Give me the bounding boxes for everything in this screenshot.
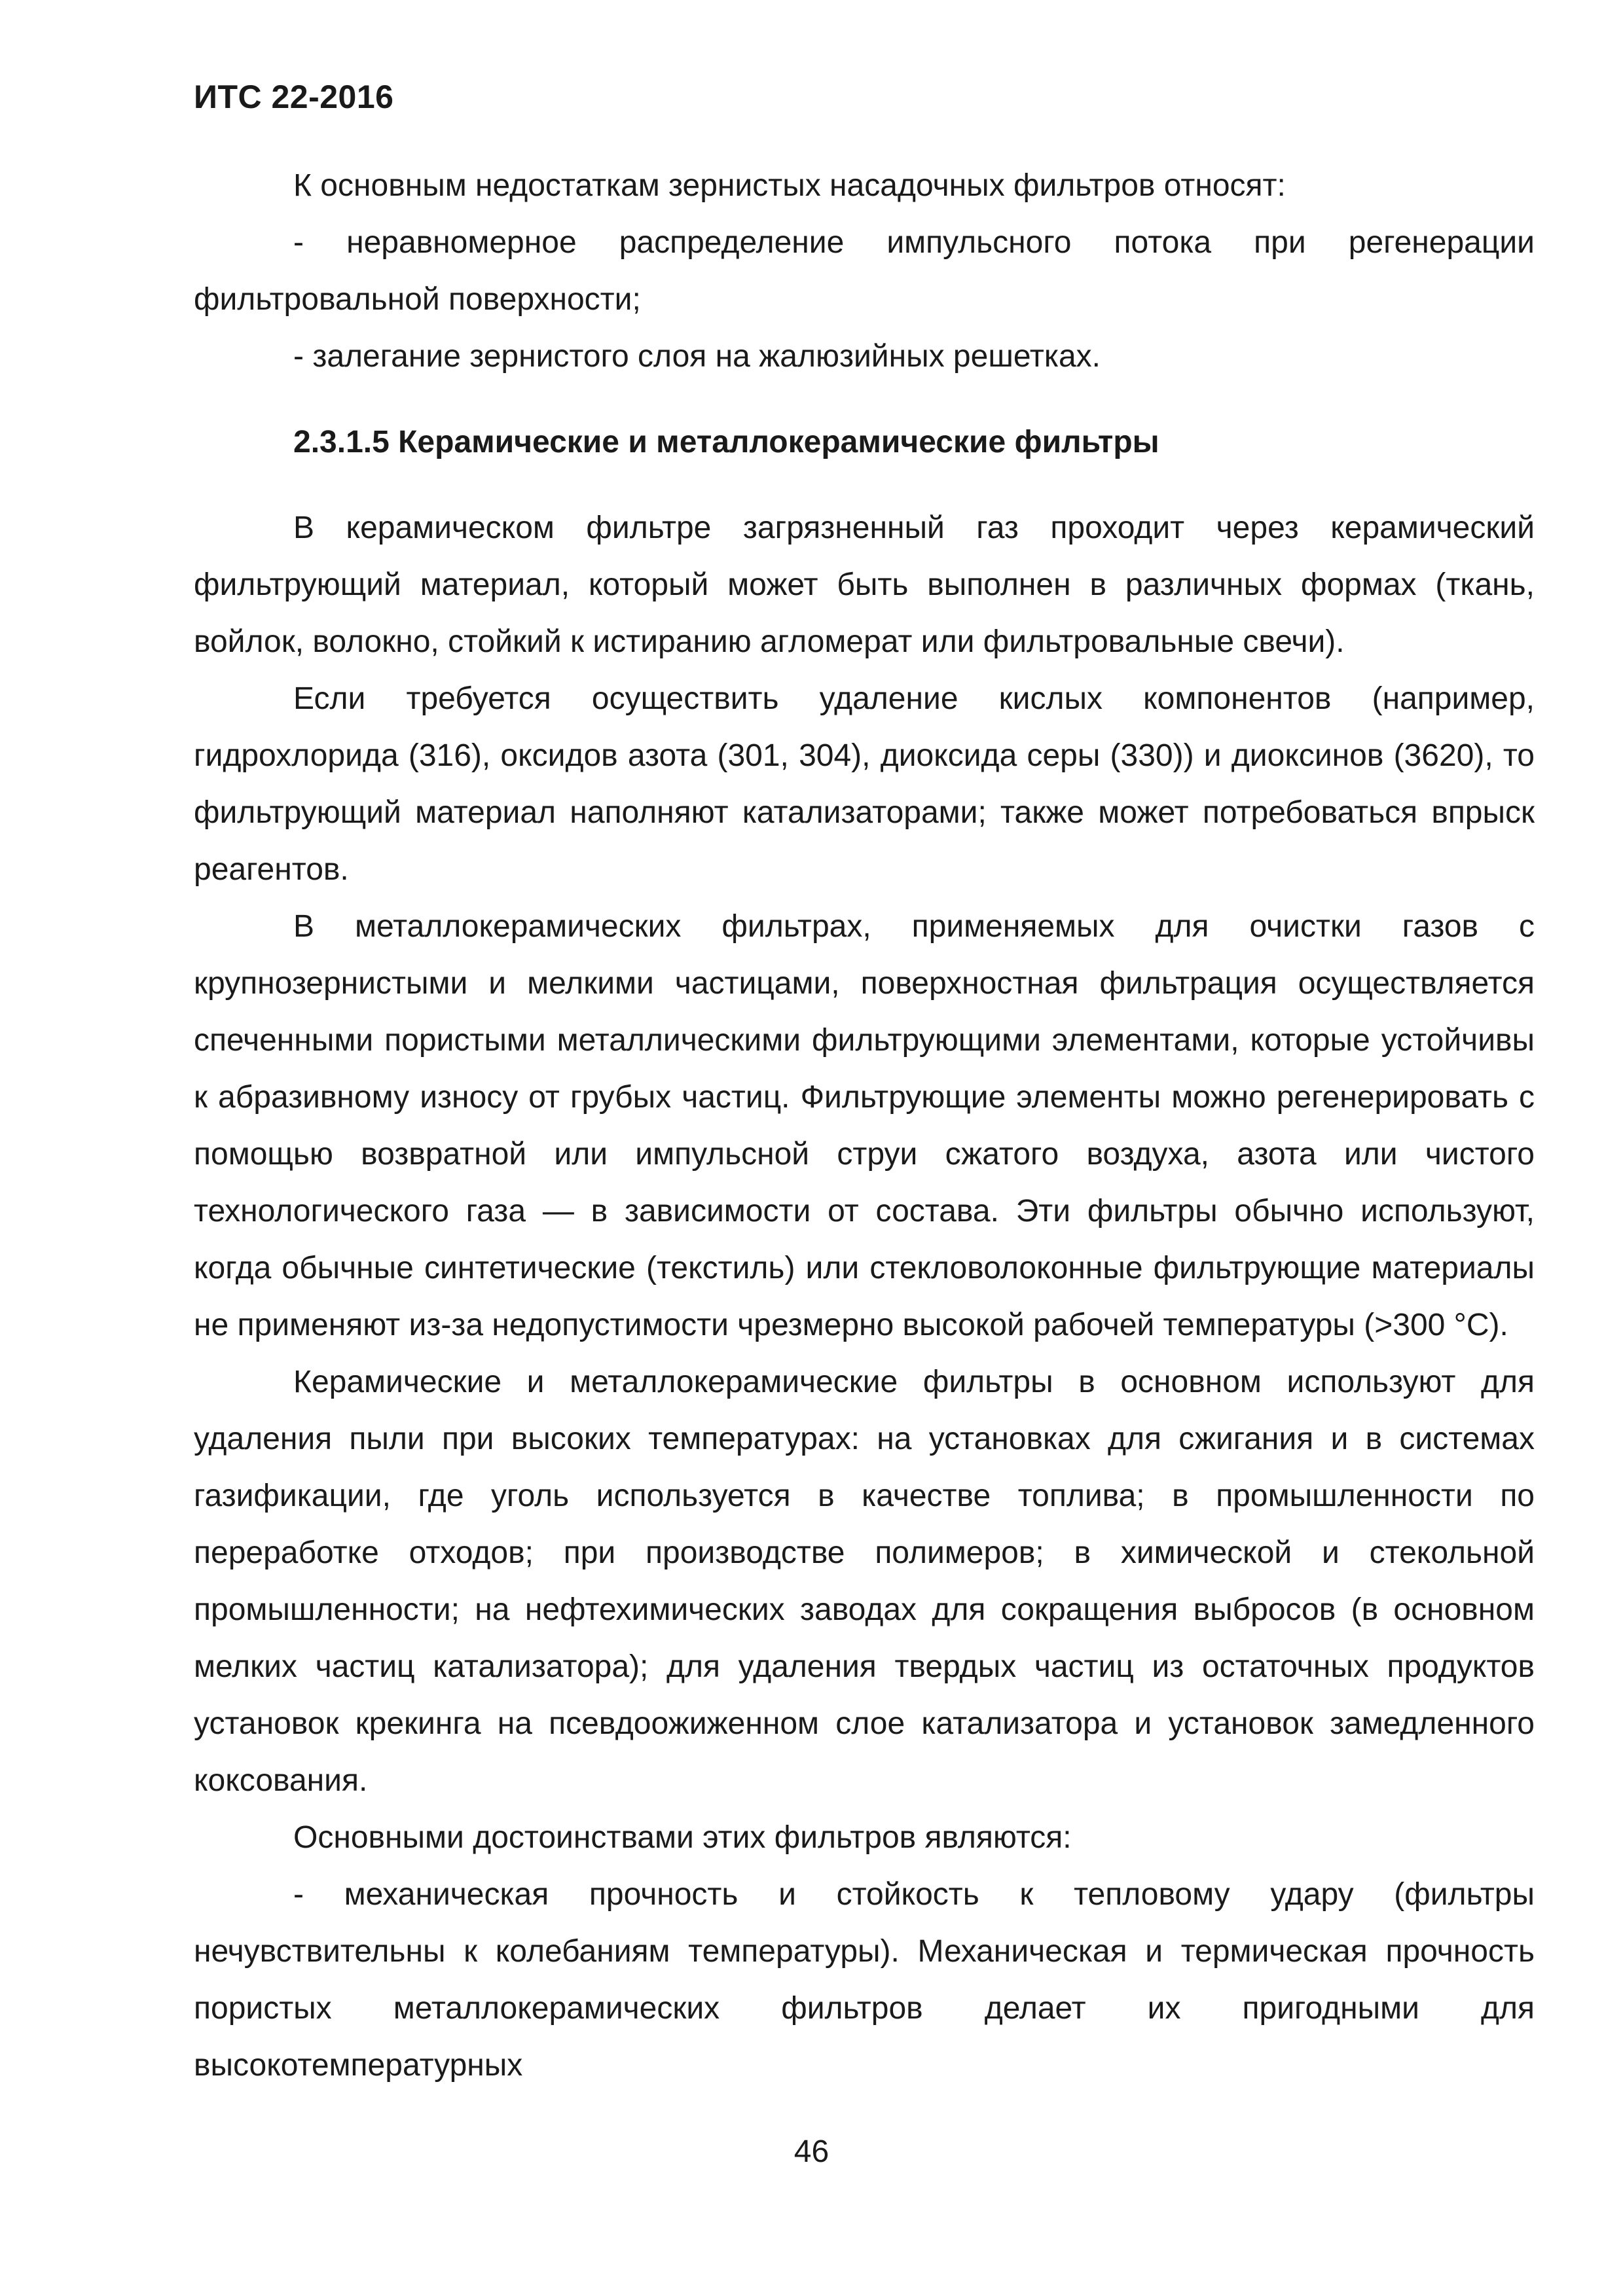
- body-paragraph-4: Керамические и металлокерамические фильтры в основном используют для удаления пыли при высоких температурах: на установках для сжигания и в системах газификации, где уголь используется в качестве топлива; в промышленности по переработке отходов; при производстве полимеров; в химической и стекольной промышленности; на нефтехимических заводах для сокращения выбросов (в основном мелких частиц катализатора); для удаления твердых частиц из остаточных продуктов установок крекинга на псевдоожиженном слое катализатора и установок замедленного коксования.: [194, 1365, 1535, 1798]
- body-paragraph-2: Если требуется осуществить удаление кислых компонентов (например, гидрохлорида (316), оксидов азота (301, 304), диоксида серы (330)) и диоксинов (3620), то фильтрующий материал наполняют катализаторами; также может потребоваться впрыск реагентов.: [194, 681, 1535, 887]
- page-number: 46: [793, 2134, 830, 2169]
- drawback-item-2: - залегание зернистого слоя на жалюзийных решетках.: [293, 339, 1101, 374]
- drawbacks-intro-paragraph: К основным недостаткам зернистых насадочных фильтров относят:: [293, 168, 1286, 203]
- section-heading: 2.3.1.5 Керамические и металлокерамические фильтры: [293, 425, 1159, 459]
- advantages-intro-paragraph: Основными достоинствами этих фильтров являются:: [293, 1820, 1072, 1855]
- document-code-header: ИТС 22-2016: [194, 79, 394, 115]
- advantage-item-1: - механическая прочность и стойкость к тепловому удару (фильтры нечувствительны к колебаниям температуры). Механическая и термическая прочность пористых металлокерамических фильтров делает их пригодными для высокотемпературных: [194, 1877, 1535, 2083]
- page-body: [194, 157, 1535, 2094]
- body-paragraph-1: В керамическом фильтре загрязненный газ проходит через керамический фильтрующий материал, который может быть выполнен в различных формах (ткань, войлок, волокно, стойкий к истиранию агломерат или фильтровальные свечи).: [194, 511, 1535, 659]
- drawback-item-1: - неравномерное распределение импульсного потока при регенерации фильтровальной поверхности;: [194, 225, 1535, 317]
- body-paragraph-3: В металлокерамических фильтрах, применяемых для очистки газов с крупнозернистыми и мелкими частицами, поверхностная фильтрация осуществляется спеченными пористыми металлическими фильтрующими элементами, которые устойчивы к абразивному износу от грубых частиц. Фильтрующие элементы можно регенерировать с помощью возвратной или импульсной струи сжатого воздуха, азота или чистого технологического газа — в зависимости от состава. Эти фильтры обычно используют, когда обычные синтетические (текстиль) или стекловолоконные фильтрующие материалы не применяют из-за недопустимости чрезмерно высокой рабочей температуры (>300 °C).: [194, 909, 1535, 1342]
